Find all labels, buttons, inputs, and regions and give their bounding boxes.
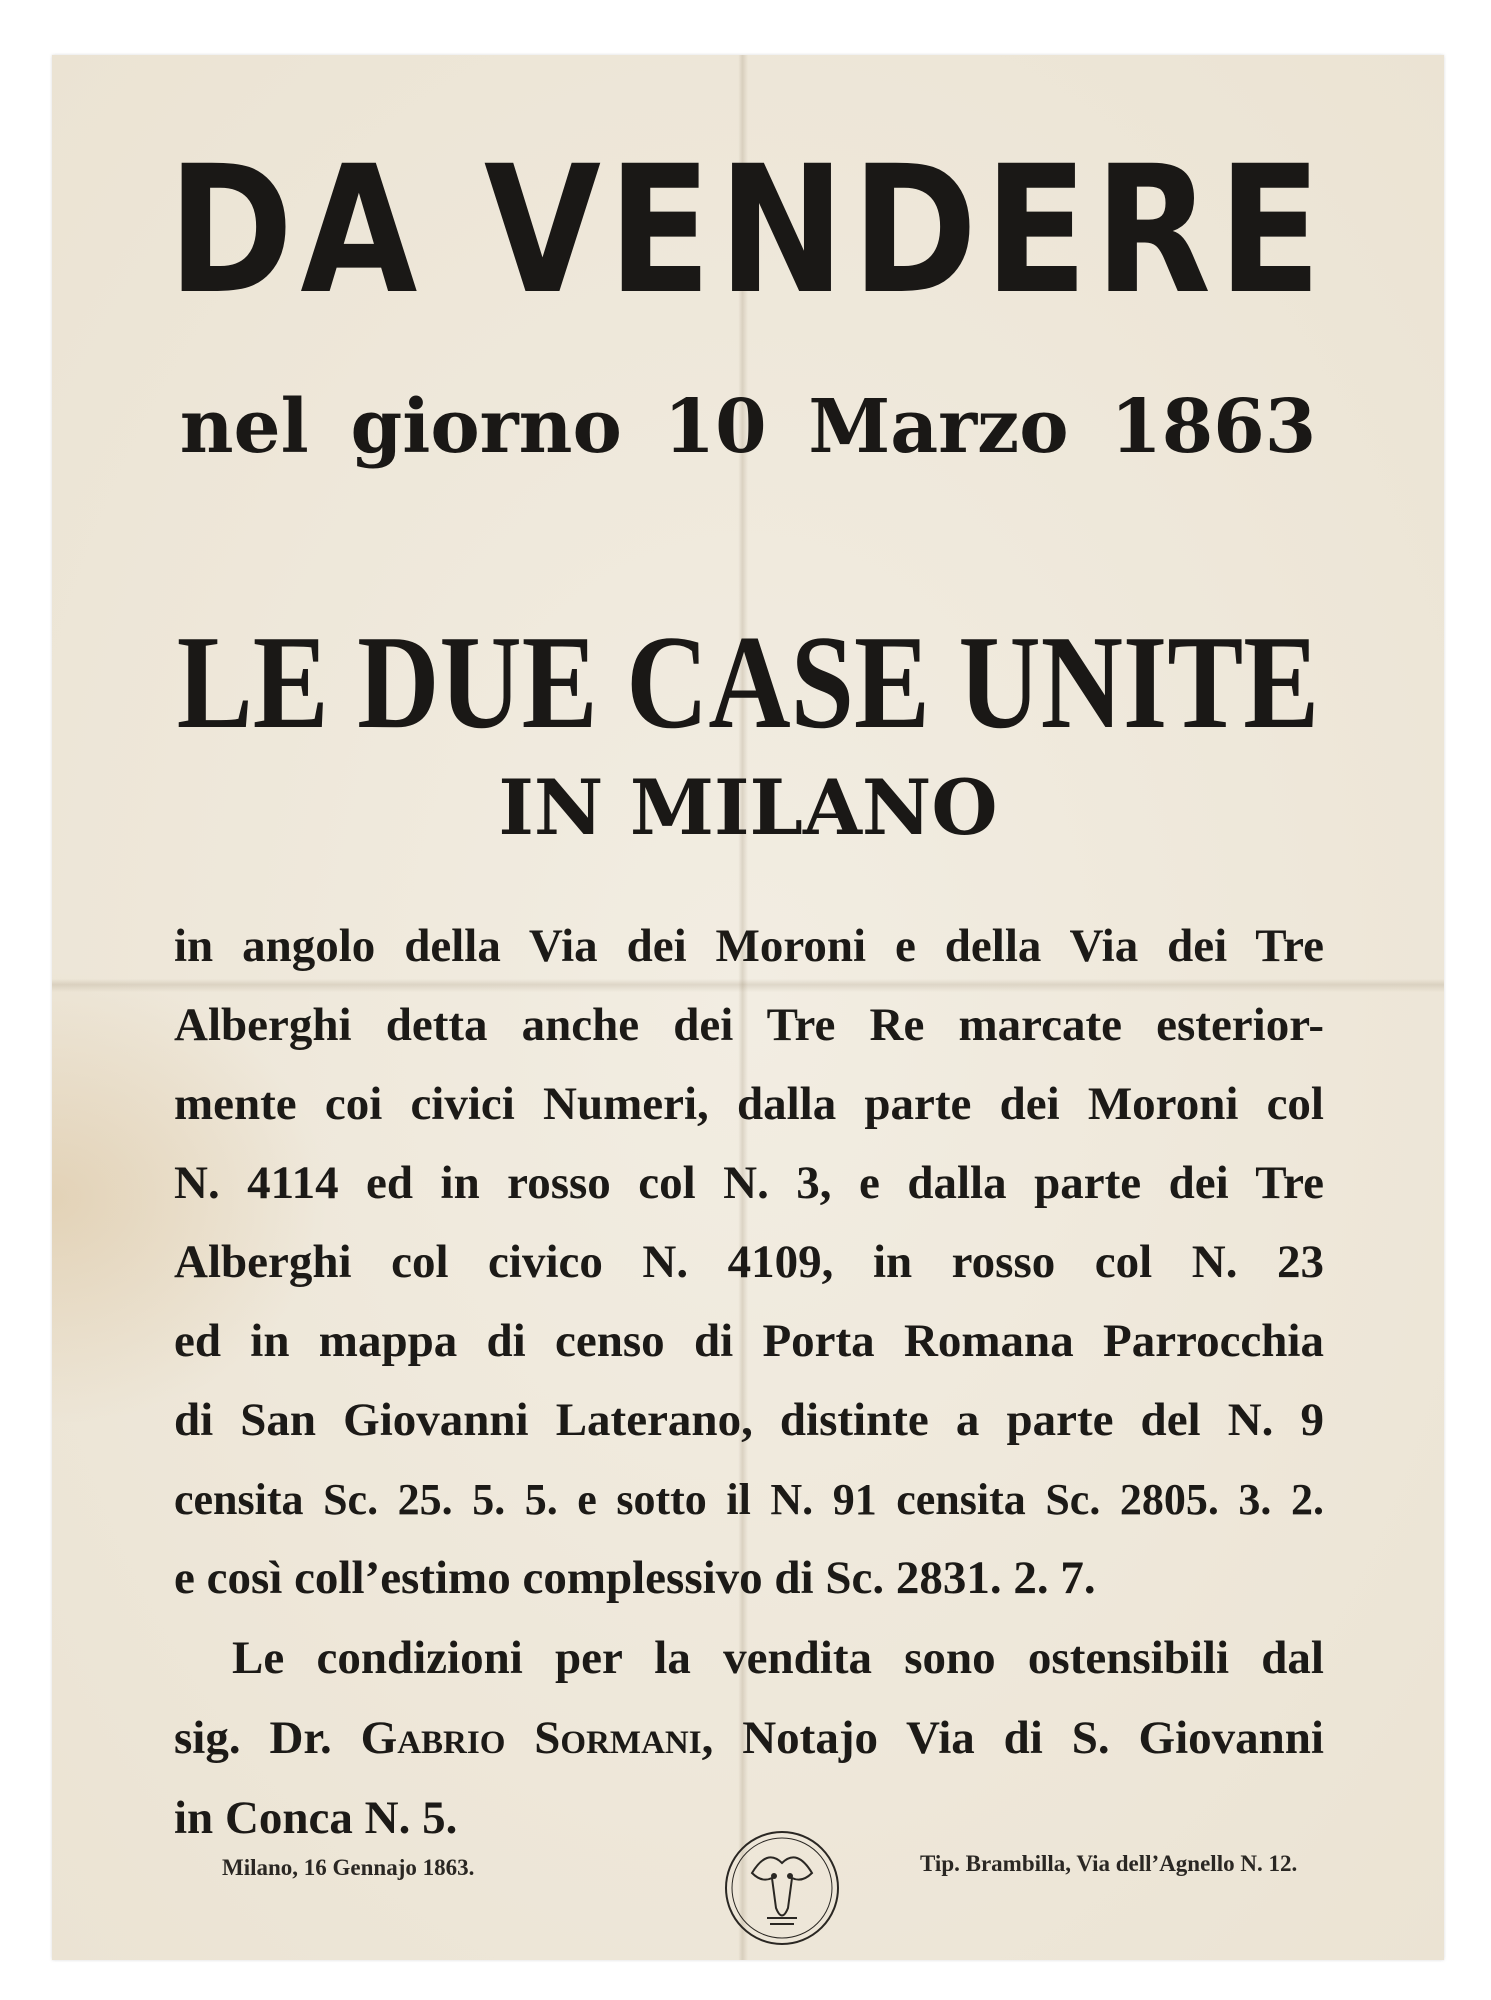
poster-title: DA VENDERE [167,128,1329,333]
description-line: censita Sc. 25. 5. 5. e sotto il N. 91 censita Sc. 2805. 3. 2. [174,1475,1324,1524]
description-line: in angolo della Via dei Moroni e della Via dei Tre [174,920,1324,972]
description-line: Alberghi detta anche dei Tre Re marcate esterior- [174,999,1324,1051]
description-line: Alberghi col civico N. 4109, in rosso col N. 23 [174,1236,1324,1288]
conditions-prefix: sig. Dr. [174,1712,361,1764]
sale-conditions [174,1618,1324,1858]
property-description [174,907,1324,1618]
notary-name: Gabrio Sormani [360,1712,702,1764]
description-line: ed in mappa di censo di Porta Romana Parrocchia [174,1315,1324,1367]
headline: LE DUE CASE UNITE [176,608,1320,756]
poster-sheet [52,55,1444,1960]
printer-footer: Tip. Brambilla, Via dell’Agnello N. 12. [920,1851,1298,1876]
description-line: di San Giovanni Laterano, distinte a parte del N. 9 [174,1394,1324,1446]
description-line: e così coll’estimo complessivo di Sc. 2831. 2. 7. [174,1552,1096,1604]
conditions-line: in Conca N. 5. [174,1792,458,1844]
description-line: mente coi civici Numeri, dalla parte dei Moroni col [174,1078,1324,1130]
conditions-line: Le condizioni per la vendita sono ostensibili dal [232,1632,1324,1684]
sale-date-line: nel giorno 10 Marzo 1863 [179,384,1317,470]
description-line: N. 4114 ed in rosso col N. 3, e dalla parte dei Tre [174,1157,1324,1209]
subheadline: IN MILANO [498,763,998,852]
conditions-line [174,1698,1324,1778]
place-date-footer: Milano, 16 Gennajo 1863. [222,1855,475,1880]
conditions-suffix: , Notajo Via di S. Giovanni [701,1712,1324,1764]
printer-emblem-icon [722,1828,842,1948]
